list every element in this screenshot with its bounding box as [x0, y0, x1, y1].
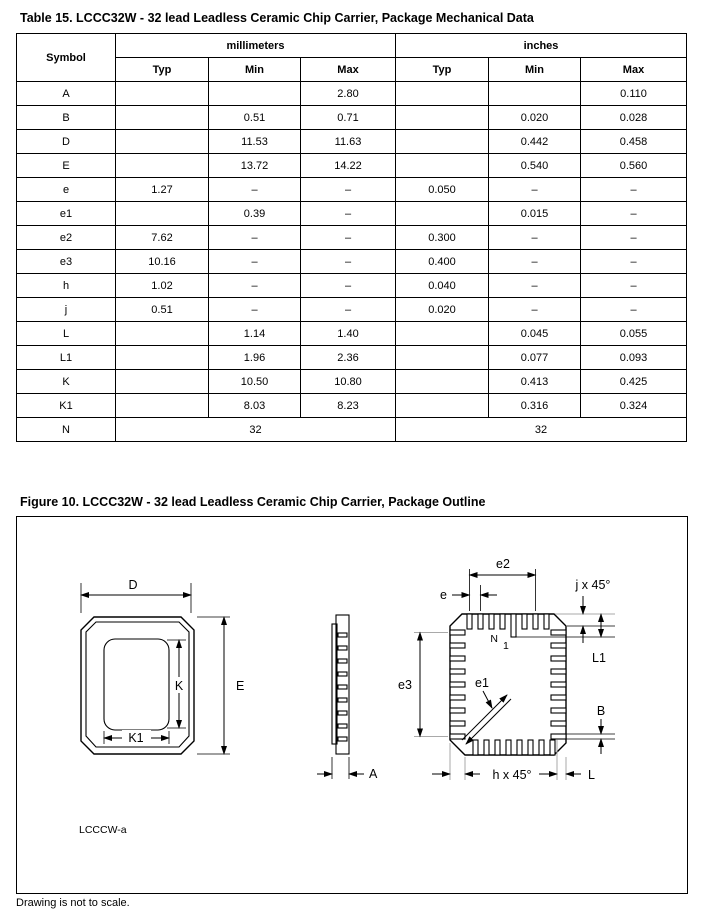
dim-label-E: E [236, 679, 245, 693]
dim-label-D: D [128, 578, 138, 592]
cell: 0.028 [581, 106, 687, 130]
cell: 2.36 [301, 346, 396, 370]
cell [116, 202, 209, 226]
cell: 0.324 [581, 394, 687, 418]
cell: – [489, 178, 581, 202]
table-row [17, 226, 687, 250]
col-header-typ-mm: Typ [116, 58, 209, 82]
dim-label-B: B [596, 704, 606, 718]
cell-symbol: h [17, 274, 116, 298]
cell: – [581, 250, 687, 274]
cell: 1.40 [301, 322, 396, 346]
figure-note: Drawing is not to scale. [16, 897, 130, 909]
cell: 0.050 [396, 178, 489, 202]
cell: – [209, 178, 301, 202]
cell-symbol: L [17, 322, 116, 346]
cell-symbol: e2 [17, 226, 116, 250]
header-row-sub [17, 58, 687, 82]
cell: – [209, 274, 301, 298]
cell: 0.110 [581, 82, 687, 106]
cell-symbol: A [17, 82, 116, 106]
cell: 0.020 [396, 298, 489, 322]
bottom-view [398, 557, 615, 782]
table-row [17, 178, 687, 202]
table-row [17, 274, 687, 298]
dim-label-h45: h x 45° [492, 768, 532, 782]
label-N: N [490, 633, 498, 645]
col-group-millimeters: millimeters [116, 34, 396, 58]
cell: 0.39 [209, 202, 301, 226]
cell: – [301, 274, 396, 298]
dim-label-e3: e3 [398, 678, 412, 692]
table-row [17, 370, 687, 394]
cell: 0.077 [489, 346, 581, 370]
cell: 1.14 [209, 322, 301, 346]
cell: 0.540 [489, 154, 581, 178]
cell: – [581, 178, 687, 202]
cell: – [301, 178, 396, 202]
table-row [17, 154, 687, 178]
dim-label-e: e [440, 588, 447, 602]
cell-n-mm: 32 [116, 418, 396, 442]
table-row-n [17, 418, 687, 442]
side-view [317, 615, 378, 781]
cell: – [209, 226, 301, 250]
cell: 8.03 [209, 394, 301, 418]
cell: – [581, 202, 687, 226]
table-row [17, 202, 687, 226]
cell [396, 106, 489, 130]
cell [116, 322, 209, 346]
dim-label-K1: K1 [128, 731, 144, 745]
cell: – [489, 226, 581, 250]
table-row [17, 322, 687, 346]
cell: – [209, 250, 301, 274]
cell: 0.71 [301, 106, 396, 130]
cell: 0.458 [581, 130, 687, 154]
dim-label-e1: e1 [475, 676, 489, 690]
cell [116, 154, 209, 178]
table-row [17, 298, 687, 322]
cell-symbol: E [17, 154, 116, 178]
package-outline-drawing [17, 517, 687, 891]
cell [116, 106, 209, 130]
cell: 0.316 [489, 394, 581, 418]
dim-label-A: A [369, 767, 378, 781]
table-row [17, 394, 687, 418]
table-row [17, 346, 687, 370]
cell: 13.72 [209, 154, 301, 178]
table-row [17, 250, 687, 274]
cell: 1.96 [209, 346, 301, 370]
dim-label-L: L [588, 768, 595, 782]
cell: 0.51 [116, 298, 209, 322]
pin1-slot [511, 614, 516, 637]
cell-symbol: B [17, 106, 116, 130]
cell: – [301, 226, 396, 250]
cell: 0.300 [396, 226, 489, 250]
figure-outline-box [16, 516, 688, 894]
col-header-max-in: Max [581, 58, 687, 82]
cell: 11.63 [301, 130, 396, 154]
dim-label-K: K [174, 679, 184, 693]
dim-label-L1: L1 [592, 651, 606, 665]
table-title: Table 15. LCCC32W - 32 lead Leadless Ceramic Chip Carrier, Package Mechanical Data [20, 11, 534, 25]
cell: 2.80 [301, 82, 396, 106]
cell [396, 202, 489, 226]
cell: 0.51 [209, 106, 301, 130]
cell-symbol: j [17, 298, 116, 322]
cell-symbol: L1 [17, 346, 116, 370]
cell-symbol: D [17, 130, 116, 154]
cell: 1.02 [116, 274, 209, 298]
cell: – [581, 226, 687, 250]
cell: 10.16 [116, 250, 209, 274]
cell: 0.055 [581, 322, 687, 346]
dim-label-j45: j x 45° [575, 578, 611, 592]
cell: – [489, 274, 581, 298]
cell-symbol: e [17, 178, 116, 202]
cell-symbol: e1 [17, 202, 116, 226]
cell: 8.23 [301, 394, 396, 418]
package-mechanical-table [16, 33, 687, 442]
table-row [17, 130, 687, 154]
figure-title: Figure 10. LCCC32W - 32 lead Leadless Ceramic Chip Carrier, Package Outline [20, 495, 486, 509]
cell: 0.040 [396, 274, 489, 298]
dim-label-e2: e2 [496, 557, 510, 571]
top-view [81, 578, 244, 754]
cell [209, 82, 301, 106]
cell: 14.22 [301, 154, 396, 178]
cell-symbol: K [17, 370, 116, 394]
cell [116, 394, 209, 418]
cell: 0.413 [489, 370, 581, 394]
cell: 0.425 [581, 370, 687, 394]
label-pin1: 1 [503, 640, 509, 652]
cell [396, 322, 489, 346]
cell: 10.80 [301, 370, 396, 394]
col-group-inches: inches [396, 34, 687, 58]
cell [116, 370, 209, 394]
cell: – [581, 298, 687, 322]
cell-symbol: e3 [17, 250, 116, 274]
drawing-id-label: LCCCW-a [79, 824, 127, 836]
cell: 0.093 [581, 346, 687, 370]
cell [116, 82, 209, 106]
cell: 10.50 [209, 370, 301, 394]
cell-symbol: N [17, 418, 116, 442]
cell: 0.015 [489, 202, 581, 226]
cell [396, 130, 489, 154]
cell [116, 130, 209, 154]
cell: – [581, 274, 687, 298]
col-header-max-mm: Max [301, 58, 396, 82]
cell-n-in: 32 [396, 418, 687, 442]
cell: – [301, 298, 396, 322]
cell [396, 370, 489, 394]
cell: 0.045 [489, 322, 581, 346]
cell: 0.020 [489, 106, 581, 130]
col-header-typ-in: Typ [396, 58, 489, 82]
cell: 11.53 [209, 130, 301, 154]
cell [396, 154, 489, 178]
cell: 1.27 [116, 178, 209, 202]
cell: – [301, 250, 396, 274]
col-header-min-mm: Min [209, 58, 301, 82]
cell: – [489, 250, 581, 274]
cell: – [301, 202, 396, 226]
cell: 0.442 [489, 130, 581, 154]
cell [116, 346, 209, 370]
col-header-symbol: Symbol [17, 34, 116, 82]
col-header-min-in: Min [489, 58, 581, 82]
cell: 0.560 [581, 154, 687, 178]
cell [396, 82, 489, 106]
table-row [17, 82, 687, 106]
cell: – [209, 298, 301, 322]
table-row [17, 106, 687, 130]
cell: 0.400 [396, 250, 489, 274]
cell [396, 346, 489, 370]
cell-symbol: K1 [17, 394, 116, 418]
cell [396, 394, 489, 418]
cell [489, 82, 581, 106]
cell: – [489, 298, 581, 322]
header-row-groups [17, 34, 687, 58]
cell: 7.62 [116, 226, 209, 250]
